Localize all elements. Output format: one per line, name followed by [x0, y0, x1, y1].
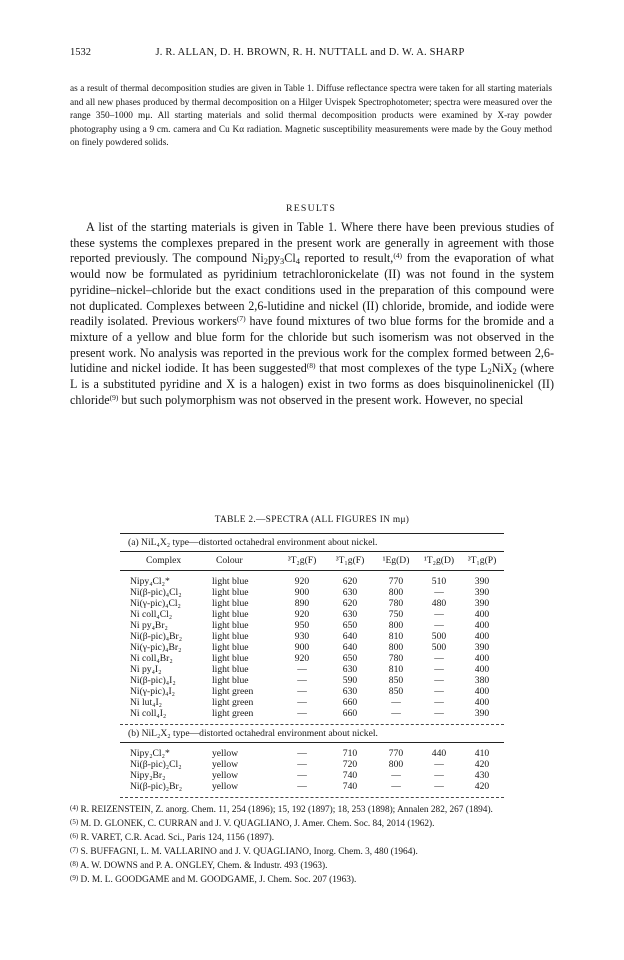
- table-row: [120, 631, 504, 642]
- table-row: [120, 770, 504, 781]
- value-cell: 620: [342, 576, 358, 587]
- column-header: ¹T₂g(D): [423, 555, 455, 566]
- column-header: Complex: [146, 555, 182, 566]
- complex-cell: Ni(β-pic)₂Br₂: [130, 781, 183, 792]
- value-cell: —: [297, 770, 307, 781]
- colour-cell: light blue: [212, 620, 249, 631]
- value-cell: 890: [294, 598, 310, 609]
- table-header-row: [120, 552, 504, 570]
- value-cell: 630: [342, 664, 358, 675]
- value-cell: 620: [342, 598, 358, 609]
- complex-cell: Ni(β-pic)₄Br₂: [130, 631, 183, 642]
- table-body-b: [120, 748, 504, 792]
- colour-cell: light blue: [212, 631, 249, 642]
- column-header: ¹Eg(D): [382, 555, 410, 566]
- value-cell: 390: [474, 598, 490, 609]
- colour-cell: light blue: [212, 675, 249, 686]
- value-cell: —: [434, 664, 444, 675]
- table-row: [120, 781, 504, 792]
- colour-cell: light green: [212, 697, 254, 708]
- value-cell: 400: [474, 653, 490, 664]
- reference-number: (7): [70, 845, 79, 854]
- table-row: [120, 653, 504, 664]
- reference-number: (6): [70, 831, 79, 840]
- page-number: 1532: [70, 47, 91, 58]
- value-cell: —: [434, 708, 444, 719]
- value-cell: 630: [342, 686, 358, 697]
- column-header: Colour: [216, 555, 243, 566]
- complex-cell: Ni(β-pic)₄I₂: [130, 675, 176, 686]
- spectra-table: [120, 533, 504, 798]
- value-cell: 510: [431, 576, 447, 587]
- value-cell: 740: [342, 781, 358, 792]
- value-cell: 410: [474, 748, 490, 759]
- table-body-a: [120, 576, 504, 719]
- colour-cell: yellow: [212, 748, 239, 759]
- table-row: [120, 620, 504, 631]
- reference-number: (5): [70, 817, 79, 826]
- complex-cell: Ni lut₄I₂: [130, 697, 163, 708]
- table-section-a-heading: (a) NiL₄X₂ type—distorted octahedral environment about nickel.: [128, 537, 378, 548]
- value-cell: —: [297, 759, 307, 770]
- value-cell: 800: [388, 759, 404, 770]
- value-cell: —: [391, 770, 401, 781]
- value-cell: —: [297, 697, 307, 708]
- value-cell: —: [297, 686, 307, 697]
- value-cell: 430: [474, 770, 490, 781]
- value-cell: 640: [342, 642, 358, 653]
- value-cell: —: [391, 697, 401, 708]
- value-cell: 640: [342, 631, 358, 642]
- colour-cell: light green: [212, 686, 254, 697]
- complex-cell: Ni(β-pic)₂Cl₂: [130, 759, 182, 770]
- value-cell: 500: [431, 642, 447, 653]
- reference-item: [70, 817, 554, 831]
- value-cell: 390: [474, 642, 490, 653]
- value-cell: —: [434, 770, 444, 781]
- value-cell: 400: [474, 697, 490, 708]
- table-row: [120, 748, 504, 759]
- complex-cell: Ni py₄I₂: [130, 664, 162, 675]
- value-cell: —: [434, 675, 444, 686]
- column-header: ³T₂g(F): [287, 555, 317, 566]
- complex-cell: Nipy₂Cl₂*: [130, 748, 170, 759]
- value-cell: 400: [474, 609, 490, 620]
- value-cell: 420: [474, 781, 490, 792]
- value-cell: 770: [388, 576, 404, 587]
- complex-cell: Ni coll₄I₂: [130, 708, 167, 719]
- value-cell: —: [391, 781, 401, 792]
- value-cell: 920: [294, 576, 310, 587]
- value-cell: 400: [474, 686, 490, 697]
- table-row: [120, 708, 504, 719]
- reference-item: [70, 845, 554, 859]
- value-cell: 850: [388, 675, 404, 686]
- table-row: [120, 759, 504, 770]
- complex-cell: Ni(β-pic)₄Cl₂: [130, 587, 182, 598]
- reference-item: [70, 831, 554, 845]
- value-cell: 800: [388, 620, 404, 631]
- colour-cell: light blue: [212, 653, 249, 664]
- results-paragraph: A list of the starting materials is given in Table 1. Where there have been previous studies of these systems the complexes prepared in the present work are generally in agreement with those reported previously. The compound $Ni_2py_3Cl_4$ reported to result,$^{(4)}$ from the evaporation of what would now be formulated as pyridinium tetrachloronickelate (II) was not found in the system pyridine–nickel–chloride but the exact conditions used in the preparation of this compound were not duplicated. Complexes between 2,6-lutidine and nickel (II) chloride, bromide, and iodide were readily isolated. Previous workers$^{(7)}$ have found mixtures of two blue forms for the bromide and a mixture of a yellow and blue form for the chloride but such isomerism was not observed in the present work. No analysis was reported in the previous work for the complex formed between 2,6-lutidine and nickel iodide. It has been suggested$^{(8)}$ that most complexes of the type $L_2NiX_2$ (where L is a substituted pyridine and X is a halogen) exist in two forms as does bisquinolinenickel (II) chloride$^{(9)}$ but such polymorphism was not observed in the present work. However, no special: [70, 220, 554, 407]
- table-row: [120, 686, 504, 697]
- value-cell: —: [434, 620, 444, 631]
- value-cell: 400: [474, 631, 490, 642]
- colour-cell: light blue: [212, 576, 249, 587]
- value-cell: 630: [342, 609, 358, 620]
- value-cell: 810: [388, 631, 404, 642]
- complex-cell: Nipy₄Cl₂*: [130, 576, 170, 587]
- value-cell: 650: [342, 620, 358, 631]
- value-cell: 420: [474, 759, 490, 770]
- table-row: [120, 697, 504, 708]
- value-cell: —: [297, 664, 307, 675]
- reference-number: (4): [70, 804, 79, 812]
- value-cell: —: [391, 708, 401, 719]
- table-rule: [120, 797, 504, 798]
- reference-list: [70, 803, 554, 886]
- colour-cell: light green: [212, 708, 254, 719]
- reference-text: R. VARET, C.R. Acad. Sci., Paris 124, 1156 (1897).: [80, 832, 275, 843]
- reference-text: A. W. DOWNS and P. A. ONGLEY, Chem. & Industr. 493 (1963).: [79, 860, 328, 871]
- value-cell: —: [434, 781, 444, 792]
- colour-cell: light blue: [212, 598, 249, 609]
- value-cell: 390: [474, 576, 490, 587]
- value-cell: 390: [474, 708, 490, 719]
- value-cell: 850: [388, 686, 404, 697]
- value-cell: —: [434, 653, 444, 664]
- reference-item: [70, 803, 554, 817]
- citation-9: (9): [109, 392, 119, 402]
- reference-number: (8): [70, 859, 79, 868]
- section-heading: RESULTS: [286, 203, 336, 214]
- complex-cell: Nipy₂Br₂: [130, 770, 166, 781]
- table-row: [120, 598, 504, 609]
- reference-item: [70, 873, 554, 887]
- reference-text: D. M. L. GOODGAME and M. GOODGAME, J. Chem. Soc. 207 (1963).: [80, 874, 357, 885]
- reference-text: R. REIZENSTEIN, Z. anorg. Chem. 11, 254 (1896); 15, 192 (1897); 18, 253 (1898); Annalen 282, 267 (1894).: [80, 805, 493, 815]
- complex-cell: Ni coll₄Cl₂: [130, 609, 173, 620]
- table-row: [120, 642, 504, 653]
- reference-item: [70, 859, 554, 873]
- table-row: [120, 576, 504, 587]
- value-cell: 660: [342, 697, 358, 708]
- results-text: [70, 220, 554, 408]
- value-cell: —: [297, 675, 307, 686]
- value-cell: 780: [388, 598, 404, 609]
- reference-number: (9): [70, 873, 79, 882]
- value-cell: 930: [294, 631, 310, 642]
- value-cell: 900: [294, 587, 310, 598]
- value-cell: —: [297, 708, 307, 719]
- reference-text: S. BUFFAGNI, L. M. VALLARINO and J. V. QUAGLIANO, Inorg. Chem. 3, 480 (1964).: [80, 846, 418, 857]
- value-cell: 770: [388, 748, 404, 759]
- citation-8: (8): [306, 361, 316, 371]
- value-cell: 800: [388, 642, 404, 653]
- value-cell: 390: [474, 587, 490, 598]
- value-cell: 800: [388, 587, 404, 598]
- value-cell: 380: [474, 675, 490, 686]
- value-cell: 920: [294, 653, 310, 664]
- value-cell: 710: [342, 748, 358, 759]
- citation-4: (4): [393, 251, 403, 261]
- value-cell: 400: [474, 664, 490, 675]
- value-cell: 780: [388, 653, 404, 664]
- column-header: ³T₁g(P): [467, 555, 497, 566]
- reference-text: M. D. GLONEK, C. CURRAN and J. V. QUAGLIANO, J. Amer. Chem. Soc. 84, 2014 (1962).: [80, 818, 435, 829]
- colour-cell: yellow: [212, 770, 239, 781]
- value-cell: —: [434, 609, 444, 620]
- value-cell: 650: [342, 653, 358, 664]
- value-cell: 500: [431, 631, 447, 642]
- value-cell: —: [297, 781, 307, 792]
- table-row: [120, 587, 504, 598]
- complex-cell: Ni py₄Br₂: [130, 620, 168, 631]
- value-cell: 720: [342, 759, 358, 770]
- citation-7: (7): [236, 314, 246, 324]
- complex-cell: Ni(γ-pic)₄I₂: [130, 686, 176, 697]
- value-cell: 920: [294, 609, 310, 620]
- table-row: [120, 609, 504, 620]
- author-line: J. R. ALLAN, D. H. BROWN, R. H. NUTTALL and D. W. A. SHARP: [155, 47, 465, 58]
- value-cell: —: [434, 686, 444, 697]
- colour-cell: light blue: [212, 587, 249, 598]
- intro-paragraph: as a result of thermal decomposition studies are given in Table 1. Diffuse reflectance spectra were taken for all starting materials and all new phases produced by thermal decomposition on a Hilger Uvispek Spectrophotometer; spectra were measured over the range 350–1000 mμ. All starting materials and solid thermal decomposition products were examined by X-ray powder photography using a 9 cm. camera and Cu Kα radiation. Magnetic susceptibility measurements were made by the Gouy method on finely powdered solids.: [70, 84, 552, 149]
- value-cell: 480: [431, 598, 447, 609]
- value-cell: —: [297, 748, 307, 759]
- table-row: [120, 664, 504, 675]
- table-caption: TABLE 2.—SPECTRA (ALL FIGURES IN mμ): [214, 515, 410, 525]
- complex-cell: Ni coll₄Br₂: [130, 653, 173, 664]
- table-row: [120, 675, 504, 686]
- column-header: ³T₁g(F): [335, 555, 365, 566]
- value-cell: 900: [294, 642, 310, 653]
- colour-cell: light blue: [212, 664, 249, 675]
- value-cell: —: [434, 587, 444, 598]
- value-cell: 590: [342, 675, 358, 686]
- colour-cell: yellow: [212, 759, 239, 770]
- value-cell: 630: [342, 587, 358, 598]
- colour-cell: light blue: [212, 609, 249, 620]
- table-section-b-heading: (b) NiL₂X₂ type—distorted octahedral environment about nickel.: [128, 728, 378, 739]
- value-cell: —: [434, 697, 444, 708]
- value-cell: 750: [388, 609, 404, 620]
- value-cell: 950: [294, 620, 310, 631]
- value-cell: 810: [388, 664, 404, 675]
- colour-cell: light blue: [212, 642, 249, 653]
- complex-cell: Ni(γ-pic)₄Cl₂: [130, 598, 181, 609]
- value-cell: 440: [431, 748, 447, 759]
- value-cell: 400: [474, 620, 490, 631]
- colour-cell: yellow: [212, 781, 239, 792]
- value-cell: 660: [342, 708, 358, 719]
- value-cell: —: [434, 759, 444, 770]
- value-cell: 740: [342, 770, 358, 781]
- complex-cell: Ni(γ-pic)₄Br₂: [130, 642, 182, 653]
